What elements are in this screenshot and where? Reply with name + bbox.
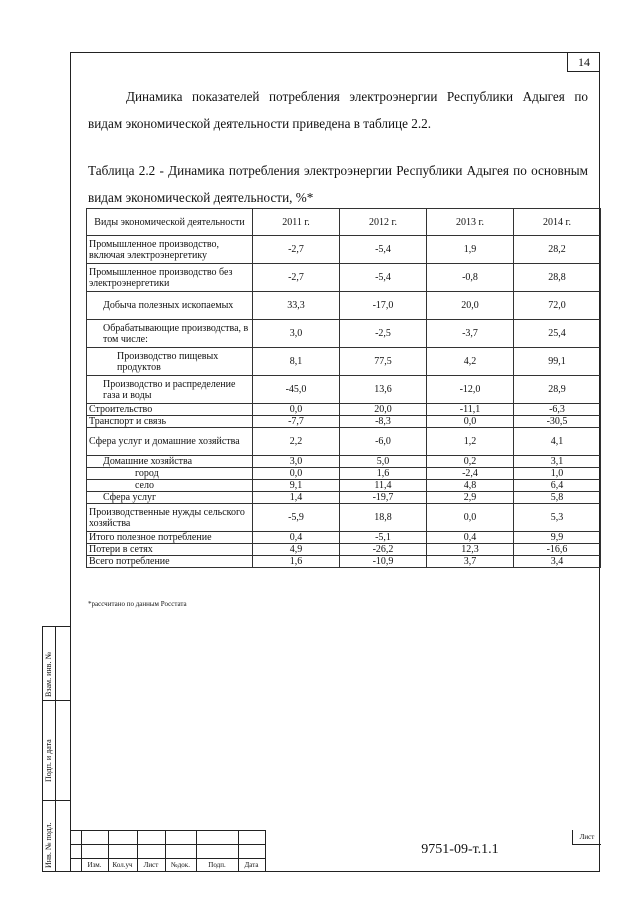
row-name: Всего потребление (87, 556, 253, 568)
cell-2012: -5,4 (340, 236, 427, 264)
cell-2012: -2,5 (340, 320, 427, 348)
header-2011: 2011 г. (253, 209, 340, 236)
table-row (87, 320, 601, 348)
stamp-col-date: Дата (244, 861, 259, 869)
header-2012: 2012 г. (340, 209, 427, 236)
row-name: Промышленное производство без электроэнергетики (87, 264, 253, 292)
cell-2014: 1,0 (514, 468, 601, 480)
stamp-line (70, 858, 265, 859)
cell-2013: -11,1 (427, 404, 514, 416)
cell-2011: 2,2 (253, 428, 340, 456)
table-caption: Таблица 2.2 - Динамика потребления электроэнергии Республики Адыгея по основным видам экономической деятельности, %* (88, 163, 588, 205)
row-name: Добыча полезных ископаемых (87, 292, 253, 320)
side-line (42, 800, 70, 801)
row-name: Промышленное производство, включая электроэнергетику (87, 236, 253, 264)
cell-2012: -6,0 (340, 428, 427, 456)
cell-2012: -5,1 (340, 532, 427, 544)
table-row (87, 404, 601, 416)
sheet-label: Лист (572, 830, 601, 845)
stamp-col-docnum: №док. (171, 861, 190, 869)
cell-2013: -2,4 (427, 468, 514, 480)
cell-2014: 5,3 (514, 504, 601, 532)
cell-2014: -6,3 (514, 404, 601, 416)
cell-2012: -5,4 (340, 264, 427, 292)
row-name: Сфера услуг и домашние хозяйства (87, 428, 253, 456)
cell-2014: 3,1 (514, 456, 601, 468)
cell-2013: 20,0 (427, 292, 514, 320)
row-name: Производство пищевых продуктов (87, 348, 253, 376)
title-block (70, 830, 600, 872)
row-name: Обрабатывающие производства, в том числе: (87, 320, 253, 348)
table-row (87, 504, 601, 532)
cell-2012: 20,0 (340, 404, 427, 416)
table-row (87, 532, 601, 544)
cell-2014: 28,8 (514, 264, 601, 292)
table-row (87, 236, 601, 264)
cell-2013: 1,9 (427, 236, 514, 264)
cell-2012: 18,8 (340, 504, 427, 532)
table-row (87, 264, 601, 292)
cell-2013: -12,0 (427, 376, 514, 404)
stamp-line (70, 844, 265, 845)
cell-2014: 4,1 (514, 428, 601, 456)
cell-2014: 5,8 (514, 492, 601, 504)
table-row (87, 292, 601, 320)
cell-2011: 0,0 (253, 404, 340, 416)
cell-2011: 33,3 (253, 292, 340, 320)
table-row (87, 556, 601, 568)
cell-2013: 1,2 (427, 428, 514, 456)
cell-2014: 28,9 (514, 376, 601, 404)
cell-2011: -45,0 (253, 376, 340, 404)
row-name: Строительство (87, 404, 253, 416)
row-name: Производство и распределение газа и воды (87, 376, 253, 404)
cell-2011: 3,0 (253, 456, 340, 468)
row-name: Домашние хозяйства (87, 456, 253, 468)
row-name: Производственные нужды сельского хозяйства (87, 504, 253, 532)
cell-2014: 6,4 (514, 480, 601, 492)
cell-2013: 0,4 (427, 532, 514, 544)
table-header-row (87, 209, 601, 236)
cell-2014: 28,2 (514, 236, 601, 264)
consumption-table (86, 208, 601, 568)
cell-2011: 0,4 (253, 532, 340, 544)
header-2013: 2013 г. (427, 209, 514, 236)
header-2014: 2014 г. (514, 209, 601, 236)
cell-2012: -19,7 (340, 492, 427, 504)
cell-2011: 0,0 (253, 468, 340, 480)
page-number: 14 (567, 53, 600, 72)
row-name: город (87, 468, 253, 480)
stamp-line (265, 830, 266, 872)
cell-2011: 9,1 (253, 480, 340, 492)
cell-2012: -10,9 (340, 556, 427, 568)
cell-2012: -26,2 (340, 544, 427, 556)
table-footnote: *рассчитано по данным Росстата (88, 600, 187, 608)
header-activity: Виды экономической деятельности (87, 209, 253, 236)
cell-2013: -0,8 (427, 264, 514, 292)
cell-2014: -30,5 (514, 416, 601, 428)
cell-2012: -8,3 (340, 416, 427, 428)
intro-paragraph: Динамика показателей потребления электроэнергии Республики Адыгея по видам экономической деятельности приведена в таблице 2.2. (88, 89, 588, 131)
cell-2013: 0,2 (427, 456, 514, 468)
row-name: Сфера услуг (87, 492, 253, 504)
table-row (87, 428, 601, 456)
stamp-line (70, 830, 265, 831)
cell-2011: 4,9 (253, 544, 340, 556)
stamp-col-signature: Подп. (208, 861, 226, 869)
row-name: Итого полезное потребление (87, 532, 253, 544)
cell-2013: 0,0 (427, 504, 514, 532)
cell-2013: -3,7 (427, 320, 514, 348)
cell-2013: 3,7 (427, 556, 514, 568)
row-name: Транспорт и связь (87, 416, 253, 428)
cell-2011: 3,0 (253, 320, 340, 348)
side-label-replacement: Взам. инв. № (44, 651, 53, 697)
cell-2011: 1,4 (253, 492, 340, 504)
cell-2014: 9,9 (514, 532, 601, 544)
table-row (87, 480, 601, 492)
table-row (87, 348, 601, 376)
cell-2013: 4,8 (427, 480, 514, 492)
cell-2012: 5,0 (340, 456, 427, 468)
stamp-col-count: Кол.уч (112, 861, 133, 869)
cell-2013: 4,2 (427, 348, 514, 376)
cell-2014: 3,4 (514, 556, 601, 568)
stamp-col-sheet: Лист (143, 861, 159, 869)
cell-2012: 1,6 (340, 468, 427, 480)
cell-2012: 13,6 (340, 376, 427, 404)
cell-2011: -5,9 (253, 504, 340, 532)
row-name: село (87, 480, 253, 492)
cell-2014: 25,4 (514, 320, 601, 348)
cell-2014: 72,0 (514, 292, 601, 320)
cell-2012: -17,0 (340, 292, 427, 320)
table-row (87, 456, 601, 468)
cell-2011: 1,6 (253, 556, 340, 568)
table-row (87, 544, 601, 556)
cell-2013: 2,9 (427, 492, 514, 504)
stamp-col-change: Изм. (87, 861, 102, 869)
side-label-original-inventory: Инв. № подл. (44, 822, 53, 868)
document-code: 9751-09-т.1.1 (421, 842, 499, 857)
cell-2011: 8,1 (253, 348, 340, 376)
row-name: Потери в сетях (87, 544, 253, 556)
cell-2011: -2,7 (253, 236, 340, 264)
cell-2013: 0,0 (427, 416, 514, 428)
cell-2011: -2,7 (253, 264, 340, 292)
cell-2013: 12,3 (427, 544, 514, 556)
side-label-signature-date: Подп. и дата (44, 739, 53, 782)
side-line (42, 700, 70, 701)
cell-2014: -16,6 (514, 544, 601, 556)
table-row (87, 376, 601, 404)
cell-2011: -7,7 (253, 416, 340, 428)
table-row (87, 416, 601, 428)
table-row (87, 468, 601, 480)
cell-2012: 11,4 (340, 480, 427, 492)
table-row (87, 492, 601, 504)
cell-2014: 99,1 (514, 348, 601, 376)
cell-2012: 77,5 (340, 348, 427, 376)
